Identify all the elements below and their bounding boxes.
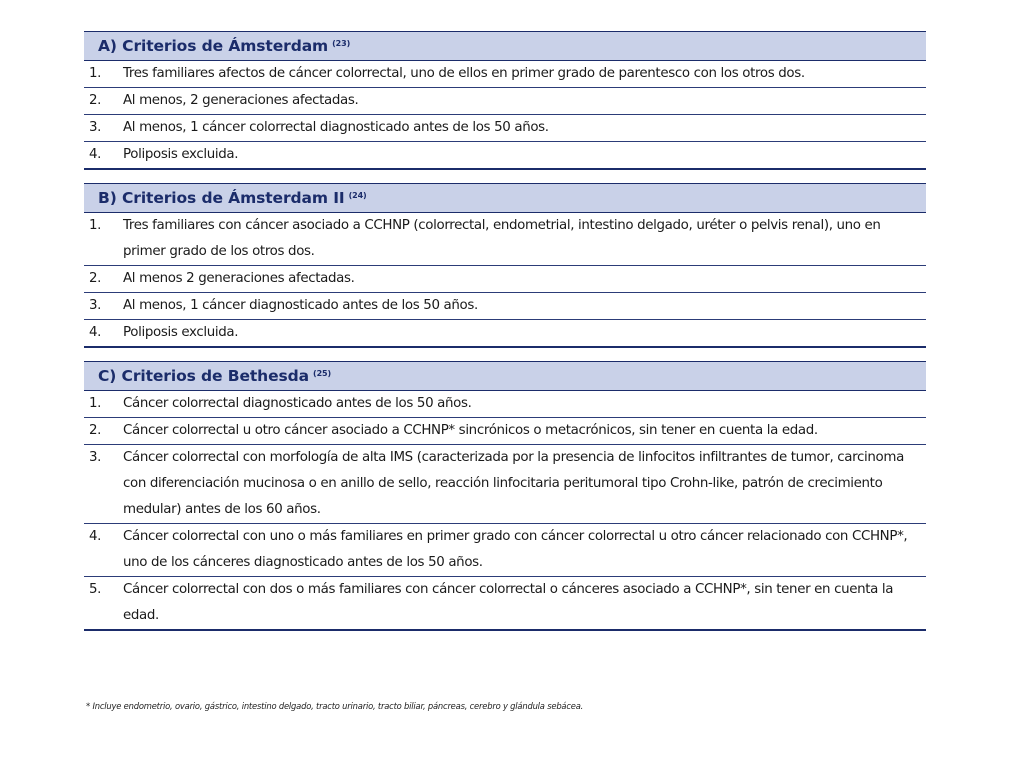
item-text: Poliposis excluida. [123, 147, 239, 162]
item-text: Al menos, 1 cáncer diagnosticado antes de los 50 años. [123, 298, 478, 313]
item-number: 1. [89, 396, 102, 411]
item-number: 1. [89, 218, 102, 233]
item-number: 3. [89, 120, 102, 135]
section-title: C) Criterios de Bethesda [98, 367, 310, 385]
section-header [84, 361, 926, 391]
section-reference: (25) [313, 368, 332, 378]
footnote: * Incluye endometrio, ovario, gástrico, intestino delgado, tracto urinario, tracto biliar, páncreas, cerebro y glándula sebácea. [86, 701, 584, 711]
section-bethesda [84, 361, 926, 631]
section-reference: (24) [348, 190, 367, 200]
item-number: 2. [89, 93, 102, 108]
section-amsterdam-ii [84, 183, 926, 348]
item-text: Poliposis excluida. [123, 325, 239, 340]
item-text: Al menos, 2 generaciones afectadas. [123, 93, 359, 108]
criteria-row [84, 391, 926, 418]
item-text: Cáncer colorrectal con uno o más familiares en primer grado con cáncer colorrectal u otro cáncer relacionado con CCHNP*, uno de los cánceres diagnosticado antes de los 50 años. [123, 529, 908, 570]
criteria-row [84, 320, 926, 348]
criteria-row [84, 213, 926, 266]
item-number: 3. [89, 450, 102, 465]
criteria-row [84, 142, 926, 170]
section-header [84, 31, 926, 61]
item-text: Cáncer colorrectal con dos o más familiares con cáncer colorrectal o cánceres asociado a CCHNP*, sin tener en cuenta la edad. [123, 582, 894, 623]
item-number: 2. [89, 423, 102, 438]
section-amsterdam [84, 31, 926, 170]
item-number: 4. [89, 147, 102, 162]
section-title: A) Criterios de Ámsterdam [98, 37, 329, 55]
criteria-row [84, 88, 926, 115]
criteria-row [84, 115, 926, 142]
criteria-table [84, 31, 926, 631]
item-number: 2. [89, 271, 102, 286]
item-number: 4. [89, 325, 102, 340]
item-text: Tres familiares afectos de cáncer colorrectal, uno de ellos en primer grado de parentesco con los otros dos. [123, 66, 805, 81]
item-number: 3. [89, 298, 102, 313]
item-number: 5. [89, 582, 102, 597]
criteria-row [84, 418, 926, 445]
criteria-row [84, 61, 926, 88]
item-text: Cáncer colorrectal u otro cáncer asociado a CCHNP* sincrónicos o metacrónicos, sin tener en cuenta la edad. [123, 423, 818, 438]
criteria-row [84, 266, 926, 293]
criteria-row [84, 293, 926, 320]
item-text: Cáncer colorrectal con morfología de alta IMS (caracterizada por la presencia de linfocitos infiltrantes de tumor, carcinoma con diferenciación mucinosa o en anillo de sello, reacción linfocitaria peritumoral tipo Crohn-like, patrón de crecimiento medular) antes de los 60 años. [123, 450, 904, 517]
criteria-row [84, 445, 926, 524]
item-text: Al menos, 1 cáncer colorrectal diagnosticado antes de los 50 años. [123, 120, 549, 135]
item-number: 1. [89, 66, 102, 81]
section-header [84, 183, 926, 213]
item-text: Cáncer colorrectal diagnosticado antes de los 50 años. [123, 396, 472, 411]
item-text: Tres familiares con cáncer asociado a CCHNP (colorrectal, endometrial, intestino delgado, uréter o pelvis renal), uno en primer grado de los otros dos. [123, 218, 881, 259]
criteria-row [84, 577, 926, 631]
section-title: B) Criterios de Ámsterdam II [98, 189, 345, 207]
criteria-row [84, 524, 926, 577]
section-reference: (23) [332, 38, 351, 48]
item-text: Al menos 2 generaciones afectadas. [123, 271, 355, 286]
item-number: 4. [89, 529, 102, 544]
